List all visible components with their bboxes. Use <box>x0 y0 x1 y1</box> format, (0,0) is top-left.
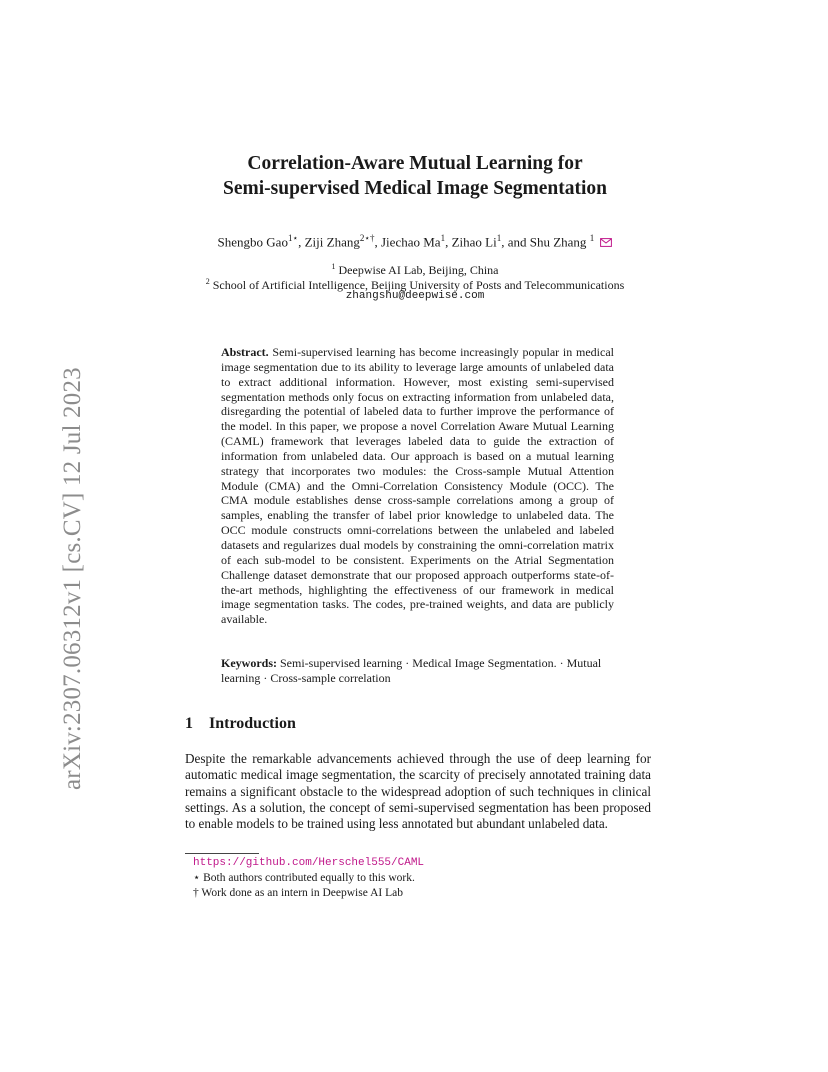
affiliation-mark: 1 <box>331 262 336 271</box>
author-mark: 2⋆† <box>359 233 375 243</box>
author-mark: 1 <box>589 233 595 243</box>
intro-paragraph: Despite the remarkable advancements achieved through the use of deep learning for automatic medical image segmentation, the scarcity of precisely annotated training data remains a significant obstacle to the widespread adoption of such techniques in clinical settings. As a solution, the concept of semi-supervised segmentation has been proposed to enable models to be trained using less annotated but abundant unlabeled data. <box>185 751 651 832</box>
author-name: Shu Zhang <box>529 234 587 250</box>
author-name: Ziji Zhang <box>304 234 360 250</box>
keywords <box>221 656 614 686</box>
title-line-1: Correlation-Aware Mutual Learning for <box>247 153 583 174</box>
title-line-2: Semi-supervised Medical Image Segmentation <box>222 178 607 199</box>
abstract <box>221 345 614 627</box>
arxiv-identifier[interactable]: arXiv:2307.06312v1 [cs.CV] 12 Jul 2023 <box>59 367 86 790</box>
author-name: Shengbo Gao <box>217 234 288 250</box>
affiliation-text: School of Artificial Intelligence, Beijing University of Posts and Telecommunications <box>212 278 625 292</box>
section-title: Introduction <box>209 715 296 732</box>
keywords-label: Keywords: <box>221 656 277 670</box>
authors-conjunction: and <box>507 234 527 250</box>
author-mark: 1 <box>440 233 446 243</box>
abstract-label: Abstract. <box>221 345 269 359</box>
affiliation-mark: 2 <box>205 277 210 286</box>
section-number: 1 <box>185 715 193 732</box>
footnotes <box>193 856 424 901</box>
author-name: Zihao Li <box>451 234 497 250</box>
section-heading <box>185 714 296 734</box>
footnote-equal-contribution: ⋆ Both authors contributed equally to this work. <box>193 872 415 884</box>
author-mark: 1 <box>496 233 502 243</box>
affiliation-text: Deepwise AI Lab, Beijing, China <box>338 263 499 277</box>
author-mark: 1⋆ <box>287 233 299 243</box>
author-list: Shengbo Gao$^{1⋆}$, Ziji Zhang$^{2⋆\dagger}$, Jiechao Ma$^1$, Zihao Li$^1$, and Shu Zhang $^1$ <box>120 229 710 252</box>
code-link[interactable]: https://github.com/Herschel555/CAML <box>193 857 425 869</box>
abstract-text: Semi-supervised learning has become increasingly popular in medical image segmentation due to its ability to leverage large amounts of unlabeled data to extract additional information. However, most existing semi-supervised segmentation methods only focus on extracting information from unlabeled data, disregarding the potential of labeled data to further improve the performance of the model. In this paper, we propose a novel Correlation Aware Mutual Learning (CAML) framework that leverages labeled data to guide the extraction of information from unlabeled data. Our approach is based on a mutual learning strategy that incorporates two modules: the Cross-sample Mutual Attention Module (CMA) and the Omni-Correlation Consistency Module (OCC). The CMA module establishes dense cross-sample correlations among a group of samples, enabling the transfer of label prior knowledge to unlabeled data. The OCC module constructs omni-correlations between the unlabeled and labeled datasets and regularizes dual models by constraining the omni-correlation matrix of each sub-model to be consistent. Experiments on the Atrial Segmentation Challenge dataset demonstrate that our proposed approach outperforms state-of-the-art methods, highlighting the effectiveness of our framework in medical image segmentation tasks. The codes, pre-trained weights, and data are publicly available. <box>221 345 614 627</box>
contact-email[interactable]: zhangshu@deepwise.com <box>345 290 485 302</box>
footnote-rule <box>185 853 259 854</box>
envelope-icon[interactable] <box>600 234 612 252</box>
author-name: Jiechao Ma <box>381 234 441 250</box>
paper-title <box>150 151 680 201</box>
keywords-text: Semi-supervised learning · Medical Image Segmentation. · Mutual learning · Cross-sample correlation <box>221 656 602 685</box>
footnote-intern: † Work done as an intern in Deepwise AI Lab <box>193 887 403 899</box>
